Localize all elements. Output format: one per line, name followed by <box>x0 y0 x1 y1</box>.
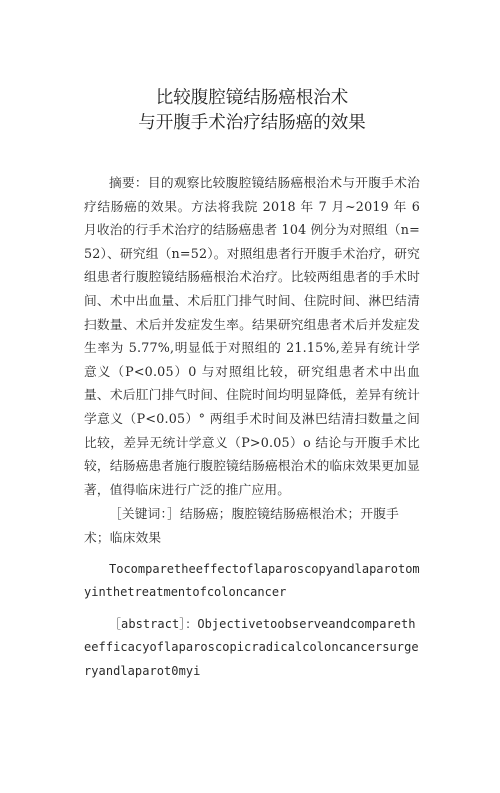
chinese-abstract: 摘要：目的观察比较腹腔镜结肠癌根治术与开腹手术治疗结肠癌的效果。方法将我院 2018 年 7 月~2019 年 6 月收治的行手术治疗的结肠癌患者 104 例分为对照组（n=52）、研究组（n=52）。对照组患者行开腹手术治疗，研究组患者行腹腔镜结肠癌根治术治疗。比较两组患者的手术时间、术中出血量、术后肛门排气时间、住院时间、淋巴结清扫数量、术后并发症发生率。结果研究组患者术后并发症发生率为 5.77%,明显低于对照组的 21.15%,差异有统计学意义（P<0.05）0 与对照组比较，研究组患者术中出血量、术后肛门排气时间、住院时间均明显降低，差异有统计学意义（P<0.05）° 两组手术时间及淋巴结清扫数量之间比较，差异无统计学意义（P>0.05）o 结论与开腹手术比较，结肠癌患者施行腹腔镜结肠癌根治术的临床效果更加显著，值得临床进行广泛的推广应用。 <box>84 175 421 497</box>
chinese-keywords: ［关键词：］结肠癌；腹腔镜结肠癌根治术；开腹手术；临床效果 <box>84 506 400 545</box>
paper-title-line-1: 比较腹腔镜结肠癌根治术 <box>155 88 349 108</box>
paper-title-line-2: 与开腹手术治疗结肠癌的效果 <box>138 113 366 133</box>
english-title: Tocomparetheeffectoflaparoscopyandlaparotomyinthetreatmentofcoloncancer <box>84 561 420 600</box>
paper-page <box>0 86 500 793</box>
english-abstract: ［abstract］：Objectivetoobserveandcomparetheefficacyoflaparoscopicradicalcoloncancersurgeryandlaparot0myi <box>84 616 419 678</box>
